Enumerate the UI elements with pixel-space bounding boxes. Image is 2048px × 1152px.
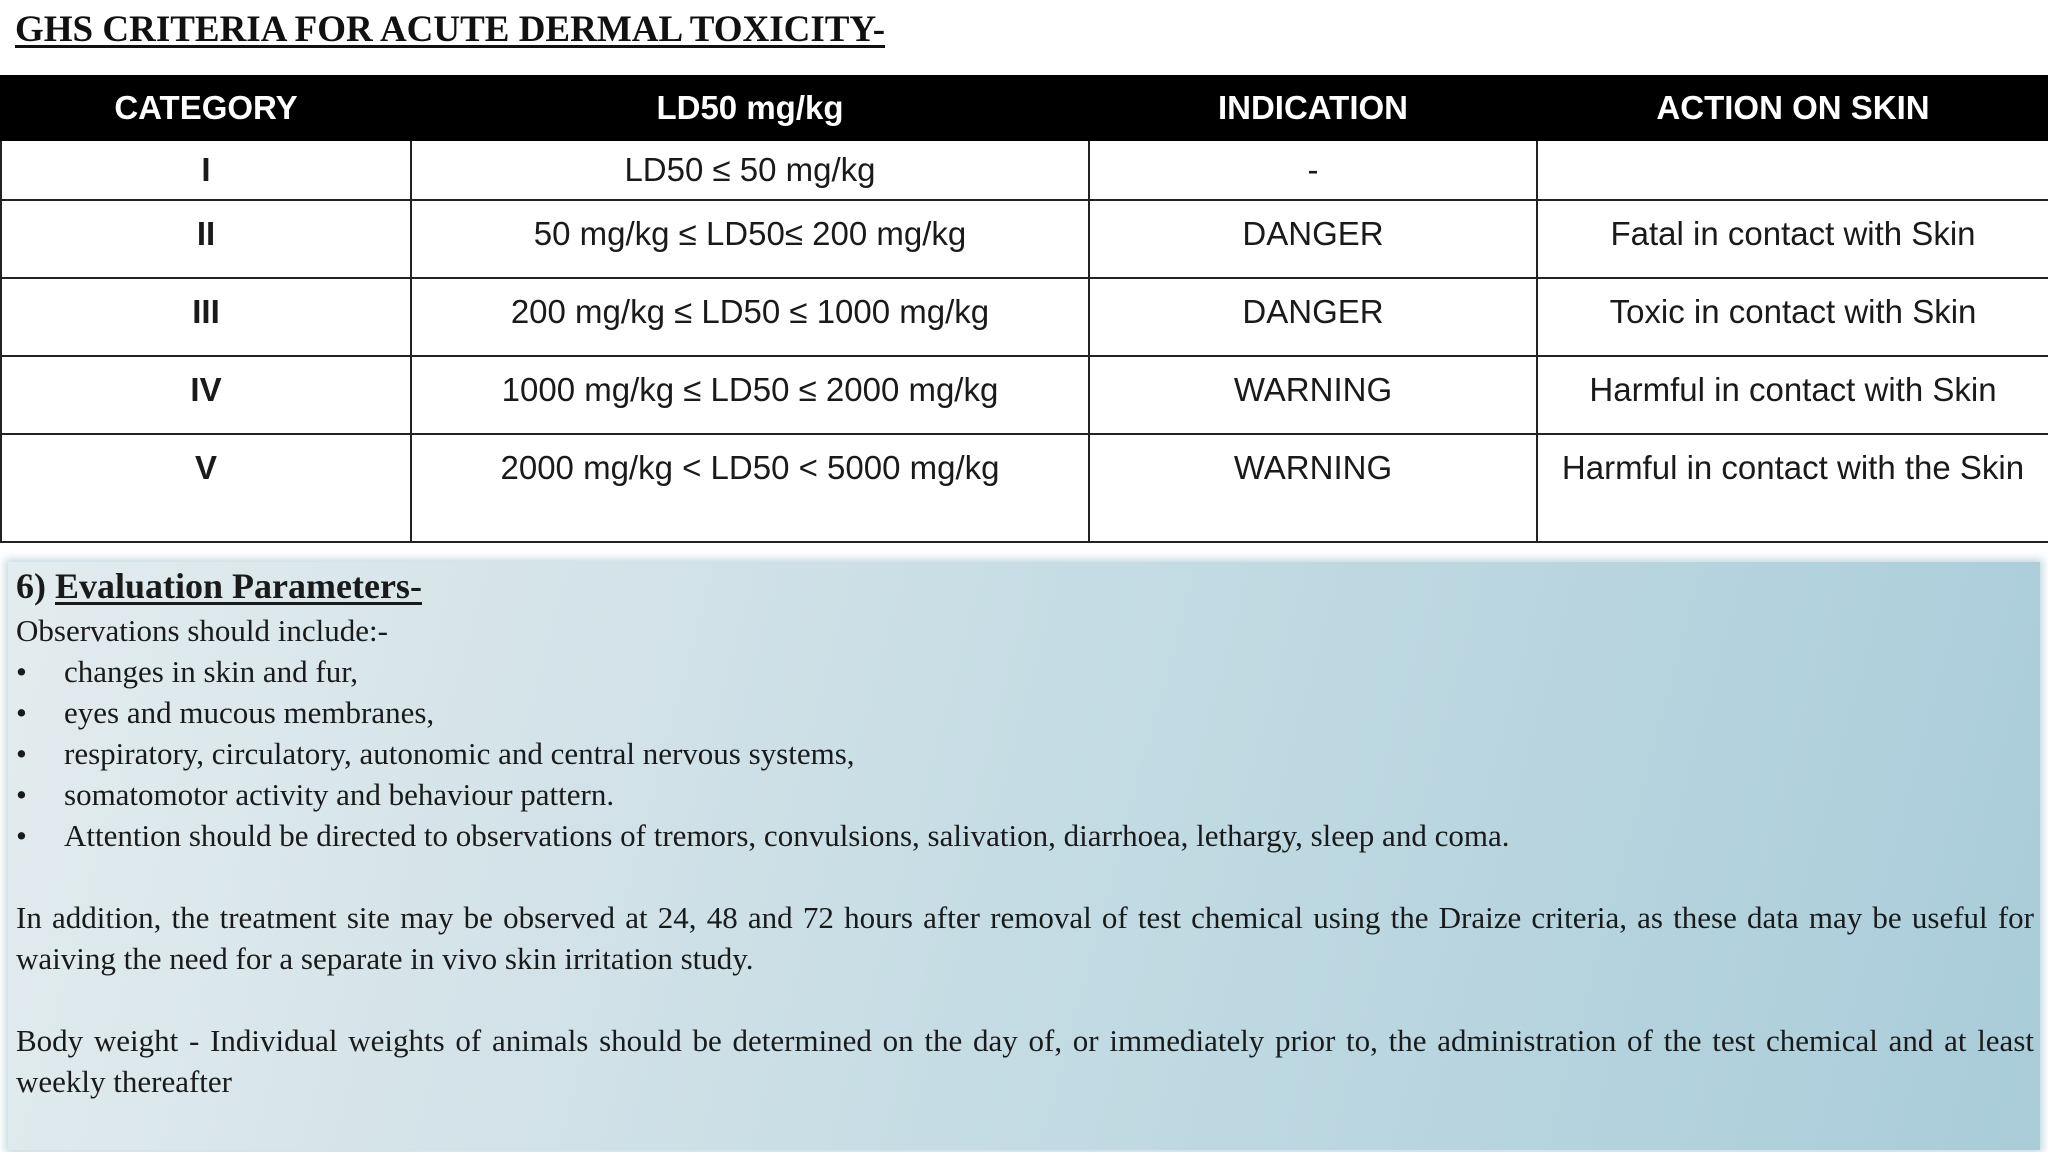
indication-cell: DANGER xyxy=(1089,200,1537,278)
table-header-row xyxy=(1,76,2048,140)
table-row xyxy=(1,278,2048,356)
indication-cell: WARNING xyxy=(1089,434,1537,542)
page-title: GHS CRITERIA FOR ACUTE DERMAL TOXICITY- xyxy=(15,9,886,50)
bullet-icon: • xyxy=(16,695,27,730)
header-category: CATEGORY xyxy=(1,76,411,140)
ghs-criteria-table xyxy=(0,75,2048,543)
action-cell xyxy=(1537,140,2048,200)
observations-list xyxy=(16,651,2034,856)
category-cell: III xyxy=(1,278,411,356)
list-item xyxy=(16,651,2034,692)
ld50-cell: 2000 mg/kg < LD50 < 5000 mg/kg xyxy=(411,434,1089,542)
bullet-icon: • xyxy=(16,736,27,771)
action-cell: Harmful in contact with Skin xyxy=(1537,356,2048,434)
observations-intro: Observations should include:- xyxy=(16,613,388,648)
bullet-icon: • xyxy=(16,777,27,812)
list-item xyxy=(16,692,2034,733)
header-indication: INDICATION xyxy=(1089,76,1537,140)
evaluation-heading xyxy=(16,562,2034,610)
table-row xyxy=(1,434,2048,542)
table-row xyxy=(1,356,2048,434)
ld50-cell: 50 mg/kg ≤ LD50≤ 200 mg/kg xyxy=(411,200,1089,278)
list-item xyxy=(16,774,2034,815)
indication-cell: WARNING xyxy=(1089,356,1537,434)
category-cell: II xyxy=(1,200,411,278)
ld50-cell: 200 mg/kg ≤ LD50 ≤ 1000 mg/kg xyxy=(411,278,1089,356)
header-action-on-skin: ACTION ON SKIN xyxy=(1537,76,2048,140)
category-cell: V xyxy=(1,434,411,542)
list-item-text: eyes and mucous membranes, xyxy=(64,695,435,730)
action-cell: Toxic in contact with Skin xyxy=(1537,278,2048,356)
list-item xyxy=(16,733,2034,774)
list-item-text: changes in skin and fur, xyxy=(64,654,359,689)
action-cell: Fatal in contact with Skin xyxy=(1537,200,2048,278)
list-item xyxy=(16,815,2034,856)
table-row xyxy=(1,200,2048,278)
ld50-cell: LD50 ≤ 50 mg/kg xyxy=(411,140,1089,200)
draize-paragraph: In addition, the treatment site may be observed at 24, 48 and 72 hours after removal of test chemical using the Draize criteria, as these data may be useful for waiving the need for a separate in vivo skin irritation study. xyxy=(16,900,2034,976)
section-title: Evaluation Parameters- xyxy=(55,566,422,606)
bullet-icon: • xyxy=(16,654,27,689)
indication-cell: DANGER xyxy=(1089,278,1537,356)
indication-cell: - xyxy=(1089,140,1537,200)
category-cell: IV xyxy=(1,356,411,434)
body-weight-paragraph: Body weight - Individual weights of animals should be determined on the day of, or immediately prior to, the administration of the test chemical and at least weekly thereafter xyxy=(16,1023,2034,1099)
bullet-icon: • xyxy=(16,818,27,853)
table-row xyxy=(1,140,2048,200)
list-item-text: respiratory, circulatory, autonomic and central nervous systems, xyxy=(64,736,855,771)
header-ld50: LD50 mg/kg xyxy=(411,76,1089,140)
section-number: 6) xyxy=(16,566,46,606)
list-item-text: Attention should be directed to observations of tremors, convulsions, salivation, diarrhoea, lethargy, sleep and coma. xyxy=(64,818,1510,853)
list-item-text: somatomotor activity and behaviour pattern. xyxy=(64,777,615,812)
ld50-cell: 1000 mg/kg ≤ LD50 ≤ 2000 mg/kg xyxy=(411,356,1089,434)
evaluation-parameters-panel xyxy=(8,562,2040,1150)
category-cell: I xyxy=(1,140,411,200)
action-cell: Harmful in contact with the Skin xyxy=(1537,434,2048,542)
